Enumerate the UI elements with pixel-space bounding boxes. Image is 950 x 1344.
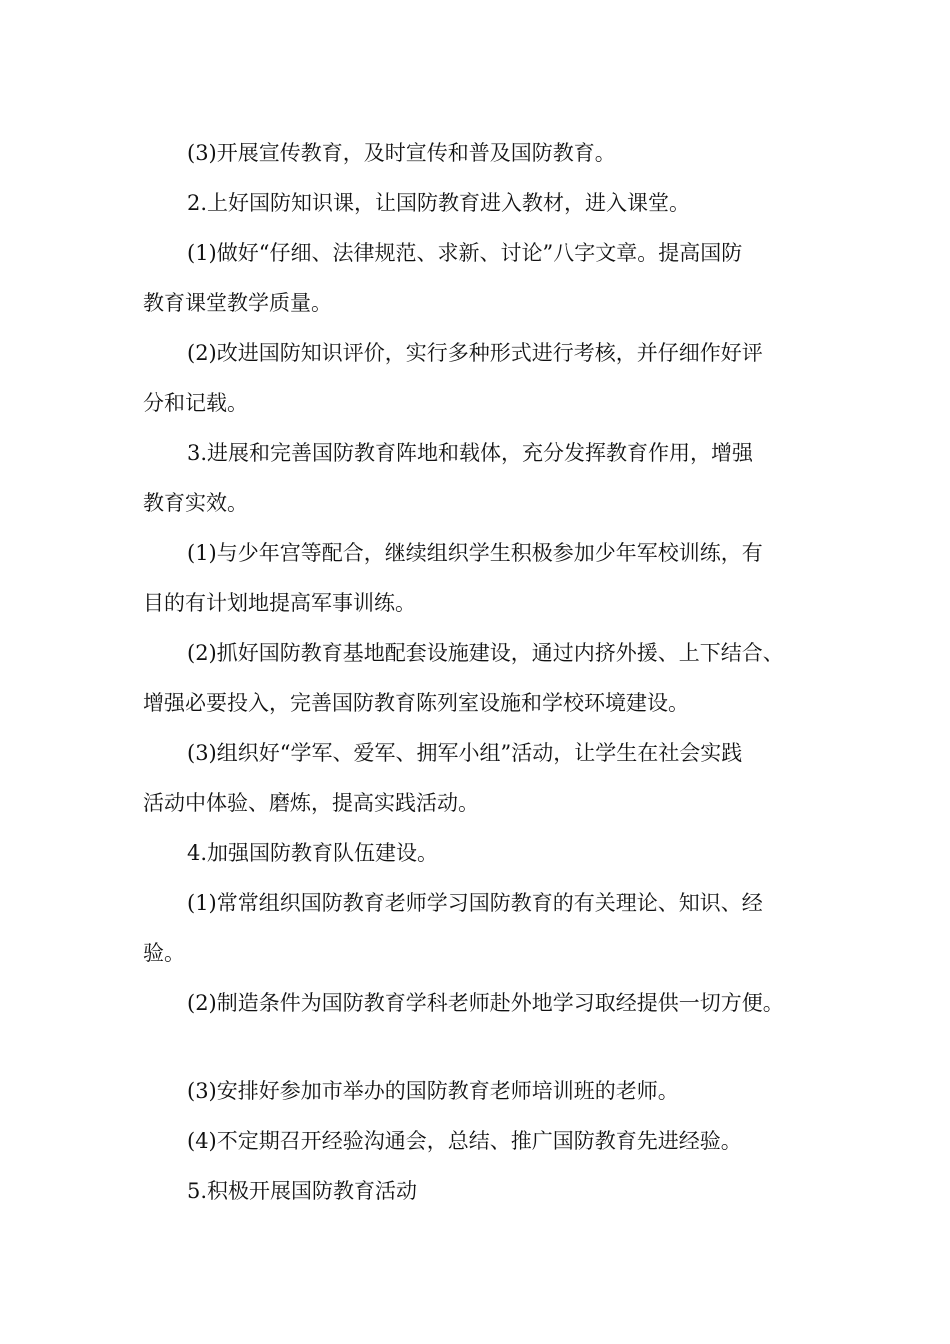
paragraph-line: (3)安排好参加市举办的国防教育老师培训班的老师。 <box>187 1079 679 1103</box>
paragraph-line: 目的有计划地提高军事训练。 <box>143 591 416 615</box>
section-heading: 5.积极开展国防教育活动 <box>187 1179 418 1203</box>
paragraph-line: (4)不定期召开经验沟通会，总结、推广国防教育先进经验。 <box>187 1129 742 1153</box>
paragraph-line: (3)组织好“学军、爱军、拥军小组”活动，让学生在社会实践 <box>187 741 743 765</box>
paragraph-line: (2)改进国防知识评价，实行多种形式进行考核，并仔细作好评 <box>187 341 763 365</box>
section-heading: 教育实效。 <box>143 491 248 515</box>
paragraph-line: 增强必要投入，完善国防教育陈列室设施和学校环境建设。 <box>143 691 689 715</box>
paragraph-line: 教育课堂教学质量。 <box>143 291 332 315</box>
paragraph-gap <box>143 1028 819 1066</box>
section-heading: 4.加强国防教育队伍建设。 <box>187 841 439 865</box>
paragraph-line: (1)与少年宫等配合，继续组织学生积极参加少年军校训练，有 <box>187 541 763 565</box>
paragraph-line: (1)做好“仔细、法律规范、求新、讨论”八字文章。提高国防 <box>187 241 743 265</box>
section-heading: 3.进展和完善国防教育阵地和载体，充分发挥教育作用，增强 <box>187 441 754 465</box>
paragraph-line: (2)抓好国防教育基地配套设施建设，通过内挤外援、上下结合、 <box>187 641 784 665</box>
document-body <box>143 128 819 1216</box>
paragraph-line: 验。 <box>143 941 185 965</box>
paragraph-line: 活动中体验、磨炼，提高实践活动。 <box>143 791 479 815</box>
paragraph-line: (3)开展宣传教育，及时宣传和普及国防教育。 <box>187 141 616 165</box>
paragraph-line: (1)常常组织国防教育老师学习国防教育的有关理论、知识、经 <box>187 891 763 915</box>
paragraph-line: (2)制造条件为国防教育学科老师赴外地学习取经提供一切方便。 <box>187 991 784 1015</box>
paragraph-line: 分和记载。 <box>143 391 248 415</box>
section-heading: 2.上好国防知识课，让国防教育进入教材，进入课堂。 <box>187 191 691 215</box>
